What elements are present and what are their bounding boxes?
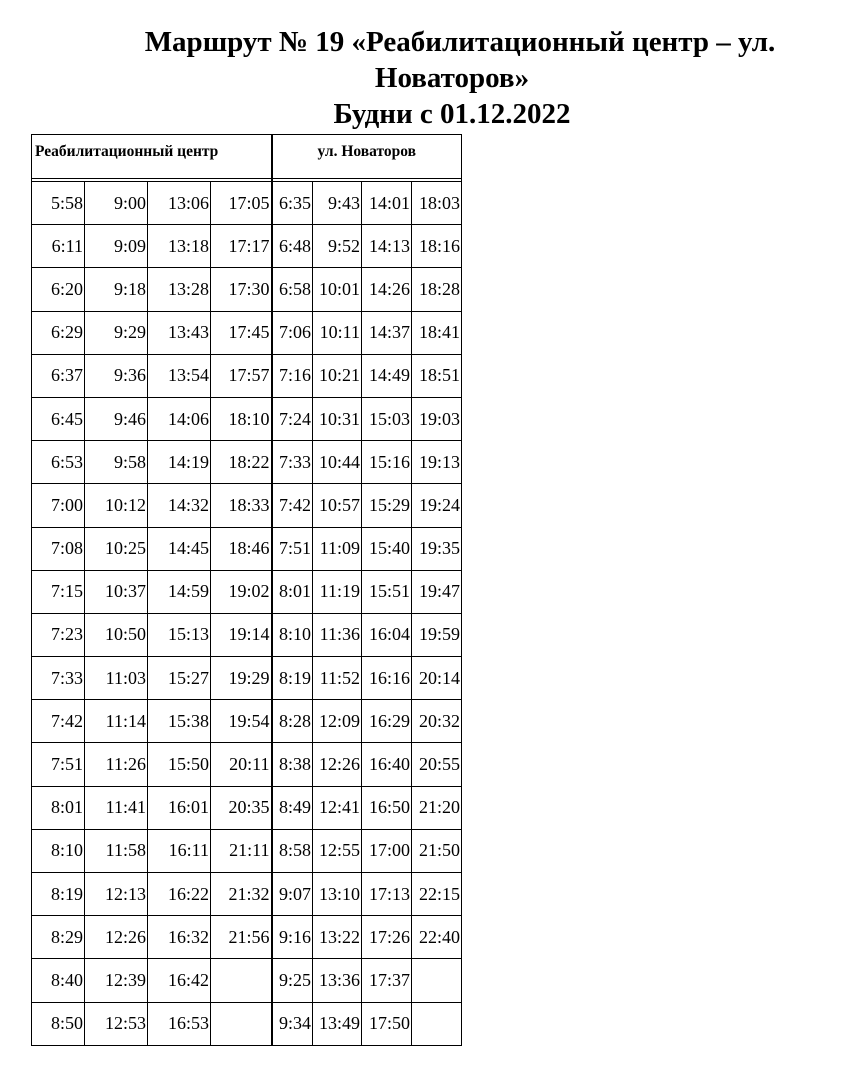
departure-time-rehab-center: 6:29 [32, 311, 85, 354]
departure-time-rehab-center: 18:10 [211, 397, 272, 440]
departure-time-rehab-center: 10:37 [85, 570, 148, 613]
departure-time-rehab-center: 7:42 [32, 700, 85, 743]
departure-time-novatorov: 8:01 [272, 570, 313, 613]
departure-time-novatorov: 8:10 [272, 613, 313, 656]
departure-time-rehab-center: 15:38 [148, 700, 211, 743]
table-row [32, 311, 462, 354]
departure-time-rehab-center: 21:56 [211, 916, 272, 959]
departure-time-novatorov: 10:31 [313, 397, 362, 440]
table-row [32, 743, 462, 786]
departure-time-novatorov: 18:28 [412, 268, 462, 311]
departure-time-rehab-center: 17:05 [211, 182, 272, 225]
table-row [32, 354, 462, 397]
departure-time-rehab-center: 19:14 [211, 613, 272, 656]
departure-time-novatorov: 15:03 [362, 397, 412, 440]
departure-time-novatorov: 6:48 [272, 225, 313, 268]
table-row [32, 182, 462, 225]
departure-time-rehab-center: 9:36 [85, 354, 148, 397]
departure-time-rehab-center: 14:19 [148, 441, 211, 484]
departure-time-rehab-center: 9:58 [85, 441, 148, 484]
departure-time-novatorov: 17:13 [362, 873, 412, 916]
table-row [32, 527, 462, 570]
departure-time-novatorov: 20:32 [412, 700, 462, 743]
departure-time-rehab-center: 11:41 [85, 786, 148, 829]
departure-time-novatorov: 17:50 [362, 1002, 412, 1045]
departure-time-rehab-center: 8:50 [32, 1002, 85, 1045]
departure-time-rehab-center: 9:09 [85, 225, 148, 268]
departure-time-rehab-center: 11:58 [85, 829, 148, 872]
departure-time-novatorov: 10:57 [313, 484, 362, 527]
departure-time-novatorov: 20:55 [412, 743, 462, 786]
departure-time-novatorov: 11:52 [313, 657, 362, 700]
departure-time-rehab-center: 14:32 [148, 484, 211, 527]
departure-time-rehab-center: 13:28 [148, 268, 211, 311]
departure-time-rehab-center: 8:40 [32, 959, 85, 1002]
departure-time-rehab-center: 19:54 [211, 700, 272, 743]
departure-time-rehab-center: 18:33 [211, 484, 272, 527]
departure-time-novatorov: 11:36 [313, 613, 362, 656]
departure-time-novatorov: 17:37 [362, 959, 412, 1002]
departure-time-novatorov: 19:47 [412, 570, 462, 613]
table-row [32, 484, 462, 527]
departure-time-rehab-center: 14:59 [148, 570, 211, 613]
departure-time-novatorov: 6:58 [272, 268, 313, 311]
departure-time-rehab-center: 7:51 [32, 743, 85, 786]
table-row [32, 916, 462, 959]
departure-time-novatorov: 10:11 [313, 311, 362, 354]
table-row [32, 657, 462, 700]
departure-time-novatorov: 7:42 [272, 484, 313, 527]
departure-time-rehab-center: 7:00 [32, 484, 85, 527]
departure-time-novatorov: 14:49 [362, 354, 412, 397]
departure-time-rehab-center: 11:26 [85, 743, 148, 786]
departure-time-rehab-center: 17:30 [211, 268, 272, 311]
departure-time-rehab-center: 16:53 [148, 1002, 211, 1045]
table-row [32, 959, 462, 1002]
departure-time-rehab-center: 20:11 [211, 743, 272, 786]
departure-time-rehab-center: 21:32 [211, 873, 272, 916]
departure-time-rehab-center: 9:00 [85, 182, 148, 225]
table-row [32, 1002, 462, 1045]
departure-time-novatorov: 15:51 [362, 570, 412, 613]
departure-time-novatorov [412, 1002, 462, 1045]
table-row [32, 397, 462, 440]
departure-time-novatorov: 8:49 [272, 786, 313, 829]
departure-time-novatorov: 14:01 [362, 182, 412, 225]
departure-time-novatorov: 12:55 [313, 829, 362, 872]
departure-time-novatorov: 19:03 [412, 397, 462, 440]
departure-time-novatorov: 16:50 [362, 786, 412, 829]
departure-time-rehab-center: 6:11 [32, 225, 85, 268]
departure-time-novatorov: 15:16 [362, 441, 412, 484]
table-row [32, 786, 462, 829]
departure-time-novatorov: 9:25 [272, 959, 313, 1002]
departure-time-rehab-center: 6:45 [32, 397, 85, 440]
departure-time-novatorov: 7:24 [272, 397, 313, 440]
departure-time-rehab-center: 12:13 [85, 873, 148, 916]
departure-time-novatorov: 13:22 [313, 916, 362, 959]
table-row [32, 441, 462, 484]
departure-time-novatorov: 22:40 [412, 916, 462, 959]
departure-time-rehab-center: 17:17 [211, 225, 272, 268]
departure-time-novatorov: 6:35 [272, 182, 313, 225]
departure-time-rehab-center: 13:18 [148, 225, 211, 268]
departure-time-novatorov: 13:10 [313, 873, 362, 916]
departure-time-novatorov: 19:13 [412, 441, 462, 484]
departure-time-rehab-center: 20:35 [211, 786, 272, 829]
departure-time-novatorov: 16:29 [362, 700, 412, 743]
departure-time-rehab-center: 12:39 [85, 959, 148, 1002]
departure-time-novatorov: 14:13 [362, 225, 412, 268]
schedule-table [31, 134, 462, 1046]
departure-time-novatorov: 8:19 [272, 657, 313, 700]
departure-time-novatorov: 19:35 [412, 527, 462, 570]
departure-time-novatorov: 22:15 [412, 873, 462, 916]
departure-time-rehab-center: 11:14 [85, 700, 148, 743]
departure-time-rehab-center: 19:02 [211, 570, 272, 613]
departure-time-rehab-center: 8:29 [32, 916, 85, 959]
departure-time-rehab-center: 12:53 [85, 1002, 148, 1045]
departure-time-rehab-center: 9:46 [85, 397, 148, 440]
departure-time-rehab-center: 6:20 [32, 268, 85, 311]
departure-time-novatorov [412, 959, 462, 1002]
departure-time-novatorov: 9:34 [272, 1002, 313, 1045]
departure-time-rehab-center: 17:57 [211, 354, 272, 397]
departure-time-rehab-center: 9:18 [85, 268, 148, 311]
header-rehab-center: Реабилитационный центр [32, 135, 272, 179]
departure-time-novatorov: 10:01 [313, 268, 362, 311]
departure-time-novatorov: 9:43 [313, 182, 362, 225]
page-title-line-1: Маршрут № 19 «Реабилитационный центр – ул. [144, 26, 776, 58]
departure-time-novatorov: 14:37 [362, 311, 412, 354]
table-row [32, 613, 462, 656]
departure-time-rehab-center: 7:33 [32, 657, 85, 700]
departure-time-novatorov: 11:19 [313, 570, 362, 613]
departure-time-novatorov: 11:09 [313, 527, 362, 570]
departure-time-rehab-center: 8:19 [32, 873, 85, 916]
departure-time-novatorov: 20:14 [412, 657, 462, 700]
header-novatorov-street: ул. Новаторов [272, 135, 462, 179]
departure-time-rehab-center: 6:37 [32, 354, 85, 397]
departure-time-novatorov: 18:41 [412, 311, 462, 354]
table-row [32, 700, 462, 743]
departure-time-novatorov: 18:16 [412, 225, 462, 268]
schedule-header-row [32, 135, 462, 179]
departure-time-novatorov: 9:16 [272, 916, 313, 959]
table-row [32, 873, 462, 916]
departure-time-rehab-center: 17:45 [211, 311, 272, 354]
departure-time-rehab-center: 14:06 [148, 397, 211, 440]
departure-time-novatorov: 7:06 [272, 311, 313, 354]
departure-time-rehab-center: 16:22 [148, 873, 211, 916]
departure-time-novatorov: 17:26 [362, 916, 412, 959]
departure-time-novatorov: 16:16 [362, 657, 412, 700]
departure-time-novatorov: 13:49 [313, 1002, 362, 1045]
departure-time-rehab-center: 15:50 [148, 743, 211, 786]
departure-time-rehab-center: 18:46 [211, 527, 272, 570]
departure-time-rehab-center: 16:01 [148, 786, 211, 829]
departure-time-rehab-center [211, 1002, 272, 1045]
departure-time-rehab-center: 14:45 [148, 527, 211, 570]
departure-time-rehab-center: 15:27 [148, 657, 211, 700]
departure-time-rehab-center [211, 959, 272, 1002]
departure-time-rehab-center: 8:01 [32, 786, 85, 829]
table-row [32, 570, 462, 613]
departure-time-rehab-center: 13:54 [148, 354, 211, 397]
departure-time-novatorov: 7:51 [272, 527, 313, 570]
departure-time-rehab-center: 16:42 [148, 959, 211, 1002]
departure-time-rehab-center: 16:11 [148, 829, 211, 872]
departure-time-novatorov: 21:20 [412, 786, 462, 829]
page-title-line-2: Новаторов» [374, 62, 530, 94]
departure-time-rehab-center: 15:13 [148, 613, 211, 656]
departure-time-novatorov: 9:52 [313, 225, 362, 268]
departure-time-novatorov: 17:00 [362, 829, 412, 872]
departure-time-novatorov: 16:04 [362, 613, 412, 656]
departure-time-rehab-center: 6:53 [32, 441, 85, 484]
departure-time-novatorov: 19:59 [412, 613, 462, 656]
departure-time-novatorov: 19:24 [412, 484, 462, 527]
departure-time-rehab-center: 16:32 [148, 916, 211, 959]
departure-time-rehab-center: 21:11 [211, 829, 272, 872]
departure-time-novatorov: 16:40 [362, 743, 412, 786]
departure-time-novatorov: 8:38 [272, 743, 313, 786]
departure-time-novatorov: 9:07 [272, 873, 313, 916]
departure-time-novatorov: 8:28 [272, 700, 313, 743]
departure-time-novatorov: 10:44 [313, 441, 362, 484]
departure-time-rehab-center: 7:23 [32, 613, 85, 656]
departure-time-novatorov: 21:50 [412, 829, 462, 872]
departure-time-novatorov: 8:58 [272, 829, 313, 872]
page-subtitle-schedule-date: Будни с 01.12.2022 [333, 98, 571, 130]
departure-time-rehab-center: 5:58 [32, 182, 85, 225]
table-row [32, 829, 462, 872]
departure-time-rehab-center: 13:06 [148, 182, 211, 225]
departure-time-rehab-center: 7:08 [32, 527, 85, 570]
departure-time-novatorov: 12:41 [313, 786, 362, 829]
departure-time-rehab-center: 11:03 [85, 657, 148, 700]
table-row [32, 268, 462, 311]
departure-time-novatorov: 15:40 [362, 527, 412, 570]
departure-time-rehab-center: 9:29 [85, 311, 148, 354]
departure-time-rehab-center: 12:26 [85, 916, 148, 959]
departure-time-rehab-center: 7:15 [32, 570, 85, 613]
departure-time-rehab-center: 19:29 [211, 657, 272, 700]
departure-time-novatorov: 18:03 [412, 182, 462, 225]
departure-time-novatorov: 18:51 [412, 354, 462, 397]
departure-time-novatorov: 7:16 [272, 354, 313, 397]
departure-time-novatorov: 12:26 [313, 743, 362, 786]
departure-time-novatorov: 14:26 [362, 268, 412, 311]
departure-time-rehab-center: 10:25 [85, 527, 148, 570]
departure-time-rehab-center: 10:50 [85, 613, 148, 656]
departure-time-novatorov: 12:09 [313, 700, 362, 743]
departure-time-rehab-center: 8:10 [32, 829, 85, 872]
departure-time-rehab-center: 10:12 [85, 484, 148, 527]
table-row [32, 225, 462, 268]
departure-time-rehab-center: 13:43 [148, 311, 211, 354]
departure-time-novatorov: 10:21 [313, 354, 362, 397]
departure-time-rehab-center: 18:22 [211, 441, 272, 484]
departure-time-novatorov: 7:33 [272, 441, 313, 484]
departure-time-novatorov: 13:36 [313, 959, 362, 1002]
departure-time-novatorov: 15:29 [362, 484, 412, 527]
